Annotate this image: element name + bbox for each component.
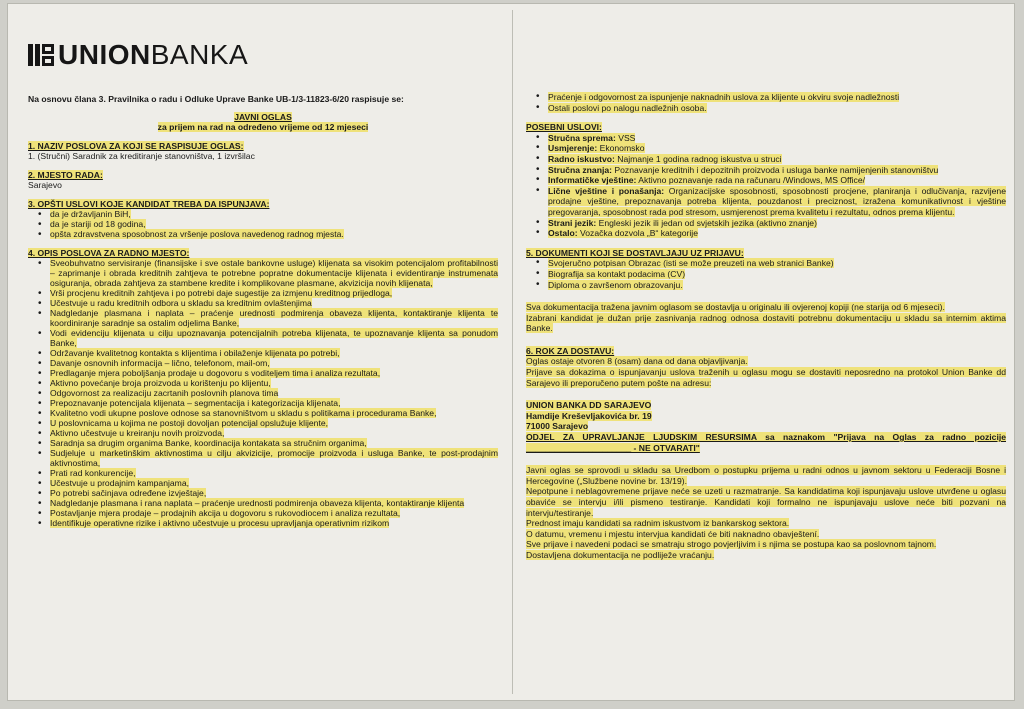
section-2-text: Sarajevo — [28, 180, 62, 190]
right-column — [526, 92, 1006, 561]
oglas-subtitle: za prijem na rad na određeno vrijeme od 12 mjeseci — [157, 122, 369, 132]
closing-line: Sve prijave i navedeni podaci se smatraju strogo povjerljivim i s njima se postupa kao sa poslovnom tajnom. — [526, 539, 937, 550]
mailing-address — [526, 400, 1006, 453]
address-line: Hamdije Kreševljakovića br. 19 — [526, 410, 652, 421]
list-item: • Postavljanje mjera prodaje – prodajnih akcija u dogovoru s rukovodiocem i analiza rezultata, — [50, 508, 498, 518]
list-item: • Odgovornost za realizaciju zacrtanih poslovnih planova tima — [50, 388, 498, 398]
list-item: • Ostalo: Vozačka dozvola „B“ kategorije — [548, 228, 1006, 239]
list-item: • da je stariji od 18 godina, — [50, 219, 498, 229]
address-line: UNION BANKA DD SARAJEVO — [526, 400, 652, 411]
closing-line: O datumu, vremenu i mjestu intervjua kandidati će biti naknadno obavještení. — [526, 528, 820, 539]
section-1-text: 1. (Stručni) Saradnik za kreditiranje stanovništva, 1 izvršilac — [28, 151, 255, 161]
section-3-title: 3. OPŠTI USLOVI KOJE KANDIDAT TREBA DA ISPUNJAVA: — [28, 199, 270, 209]
intro-text — [28, 94, 498, 528]
list-item: • Praćenje i odgovornost za ispunjenje naknadnih uslova za klijente u okviru svoje nadležnosti — [548, 92, 1006, 103]
list-item: • Vodi evidenciju klijenata u cilju upoznavanja potencijalnih potreba klijenata, te upoznavanje klijenta sa ponudom Banke, — [50, 328, 498, 348]
list-item: • Nadgledanje plasmana i rana naplata – praćenje urednosti podmirenja obaveza klijenta, kontaktiranje klijenta — [50, 498, 498, 508]
list-item: • U poslovnicama u kojima ne postoji dovoljan potencijal opslužuje klijente, — [50, 418, 498, 428]
oglas-title: JAVNI OGLAS — [234, 112, 292, 122]
posebni-uslovi-title: POSEBNI USLOVI: — [526, 122, 602, 133]
closing-notes — [526, 465, 1006, 560]
list-item: • Biografija sa kontakt podacima (CV) — [548, 269, 1006, 280]
documents-note-line: Sva dokumentacija tražena javnim oglasom se dostavlja u originalu ili ovjerenoj kopiji (ne starija od 6 mjeseci). — [526, 302, 945, 313]
closing-line: Nepotpune i neblagovremene prijave neće se uzeti u razmatranje. Sa kandidatima koji ispunjavaju uslove utvrđene u oglasu obaviće se intervju i/ili pismeno testiranje. Kandidati koji formalno ne ispunjavaju uslove neće biti pozvani na intervju/testiranje. — [526, 486, 1006, 518]
list-item: • Nadgledanje plasmana i naplata – praćenje urednosti podmirenja obaveza klijenta, kontaktiranje klijenta te koordiniranje saradnje sa ostalim odjelima Banke, — [50, 308, 498, 328]
list-item: • Kvalitetno vodi ukupne poslove odnose sa stanovništvom u skladu s politikama i procedurama Banke, — [50, 408, 498, 418]
documents-note — [526, 302, 1006, 334]
list-item: • Identifikuje operativne rizike i aktivno učestvuje u procesu upravljanja operativnim rizikom — [50, 518, 498, 528]
closing-line: Javni oglas se sprovodi u skladu sa Uredbom o postupku prijema u radni odnos u javnom sektoru u Federaciji Bosne i Hercegovine („Službene novine br. 13/19). — [526, 465, 1006, 486]
intro-line: Na osnovu člana 3. Pravilnika o radu i Odluke Uprave Banke UB-1/3-11823-6/20 raspisuje se: — [28, 94, 404, 104]
list-item: • Lične vještine i ponašanja: Organizacijske sposobnosti, sposobnosti procjene, planiranja i odlučivanja, razvijene prodajne vještine, prepoznavanja potreba klijenta, pouzdanost i preciznost, izražena komunikativnost i vještine pregovaranja, sposobnost rada pod stresom, usmjerenost prema kvalitetu i rezultatu, odnos prema klijentu. — [548, 186, 1006, 218]
documents-note-line: Izabrani kandidat je dužan prije zasnivanja radnog odnosa dostaviti potrebnu dokumentaciju u skladu sa internim aktima Banke. — [526, 312, 1006, 334]
section-4-title: 4. OPIS POSLOVA ZA RADNO MJESTO: — [28, 248, 190, 258]
section-1-title: 1. NAZIV POSLOVA ZA KOJI SE RASPISUJE OGLAS: — [28, 141, 244, 151]
list-item: • Sveobuhvatno servisiranje (finansijske i sve ostale bankovne usluge) klijenata sa visokim potencijalom profitabilnosti – zaprimanje i obrada kreditnih zahtjeva te potrebne popratne dokumentacije klijenata i evidentiranje instrumenata osiguranja, obrada zahtjeva za stambene kredite i komplikovane plasmane, akvizicija novih klijenata, — [50, 258, 498, 288]
list-item: • Aktivno učestvuje u kreiranju novih proizvoda, — [50, 428, 498, 438]
deadline-line: Oglas ostaje otvoren 8 (osam) dana od dana objavljivanja. — [526, 356, 748, 367]
section-6-text — [526, 356, 1006, 388]
list-item: • Ostali poslovi po nalogu nadležnih osoba. — [548, 103, 1006, 114]
list-item: • Strani jezik: Engleski jezik ili jedan od svjetskih jezika (aktivno znanje) — [548, 218, 1006, 229]
list-item: • da je državljanin BiH, — [50, 209, 498, 219]
list-item: • opšta zdravstvena sposobnost za vršenje poslova navedenog radnog mjesta. — [50, 229, 498, 239]
submission-line: Prijave sa dokazima o ispunjavanju uslova traženih u oglasu mogu se dostaviti neposredno na protokol Union Banke dd Sarajevo ili preporučeno putem pošte na adresu: — [526, 367, 1006, 388]
closing-line: Dostavljena dokumentacija ne podliježe vraćanju. — [526, 549, 715, 560]
closing-line: Prednost imaju kandidati sa radnim iskustvom iz bankarskog sektora. — [526, 518, 790, 529]
duties-continued-list — [526, 92, 1006, 113]
list-item: • Diploma o završenom obrazovanju. — [548, 280, 1006, 291]
list-item: • Učestvuje u prodajnim kampanjama, — [50, 478, 498, 488]
address-line: 71000 Sarajevo — [526, 421, 589, 432]
list-item: • Svojeručno potpisan Obrazac (isti se može preuzeti na web stranici Banke) — [548, 258, 1006, 269]
section-6-title: 6. ROK ZA DOSTAVU: — [526, 345, 615, 356]
list-item: • Stručna znanja: Poznavanje kreditnih i depozitnih proizvoda i usluga banke namijenjenih stanovništvu — [548, 165, 1006, 176]
union-banka-logo — [28, 38, 248, 72]
newspaper-page — [8, 4, 1014, 700]
address-notice: ODJEL ZA UPRAVLJANJE LJUDSKIM RESURSIMA sa naznakom "Prijava na Oglas za radno pozicije ______________________ - NE OTVARATI" — [526, 432, 1006, 453]
list-item: • Informatičke vještine: Aktivno poznavanje rada na računaru /Windows, MS Office/ — [548, 175, 1006, 186]
section-4-list — [28, 258, 498, 528]
list-item: • Učestvuje u radu kreditnih odbora u skladu sa kreditnim ovlaštenjima — [50, 298, 498, 308]
list-item: • Prati rad konkurencije, — [50, 468, 498, 478]
list-item: • Saradnja sa drugim organima Banke, koordinacija kontakata sa stručnim organima, — [50, 438, 498, 448]
list-item: • Usmjerenje: Ekonomsko — [548, 143, 1006, 154]
list-item: • Po potrebi sačinjava određene izvještaje, — [50, 488, 498, 498]
list-item: • Predlaganje mjera poboljšanja prodaje u dogovoru s voditeljem tima i analiza rezultata, — [50, 368, 498, 378]
posebni-uslovi-list — [526, 133, 1006, 239]
section-3-list — [28, 209, 498, 239]
list-item: • Davanje osnovnih informacija – lično, telefonom, mail-om, — [50, 358, 498, 368]
section-5-title: 5. DOKUMENTI KOJI SE DOSTAVLJAJU UZ PRIJAVU: — [526, 247, 744, 258]
list-item: • Vrši procjenu kreditnih zahtjeva i po potrebi daje sugestije za izmjenu kreditnog prijedloga, — [50, 288, 498, 298]
section-5-list — [526, 258, 1006, 290]
list-item: • Stručna sprema: VSS — [548, 133, 1006, 144]
section-2-title: 2. MJESTO RADA: — [28, 170, 103, 180]
list-item: • Sudjeluje u marketinškim aktivnostima u cilju akvizicije, promocije proizvoda i usluga Banke, te post-prodajnim aktivnostima, — [50, 448, 498, 468]
logo-wordmark: UNIONBANKA — [58, 39, 249, 70]
union-banka-logo-icon — [28, 42, 54, 68]
list-item: • Aktivno povećanje broja proizvoda u korištenju po klijentu, — [50, 378, 498, 388]
list-item: • Prepoznavanje potencijala klijenata – segmentacija i kategorizacija klijenata, — [50, 398, 498, 408]
list-item: • Održavanje kvalitetnog kontakta s klijentima i obilaženje klijenata po potrebi, — [50, 348, 498, 358]
column-divider — [512, 10, 513, 694]
list-item: • Radno iskustvo: Najmanje 1 godina radnog iskustva u struci — [548, 154, 1006, 165]
